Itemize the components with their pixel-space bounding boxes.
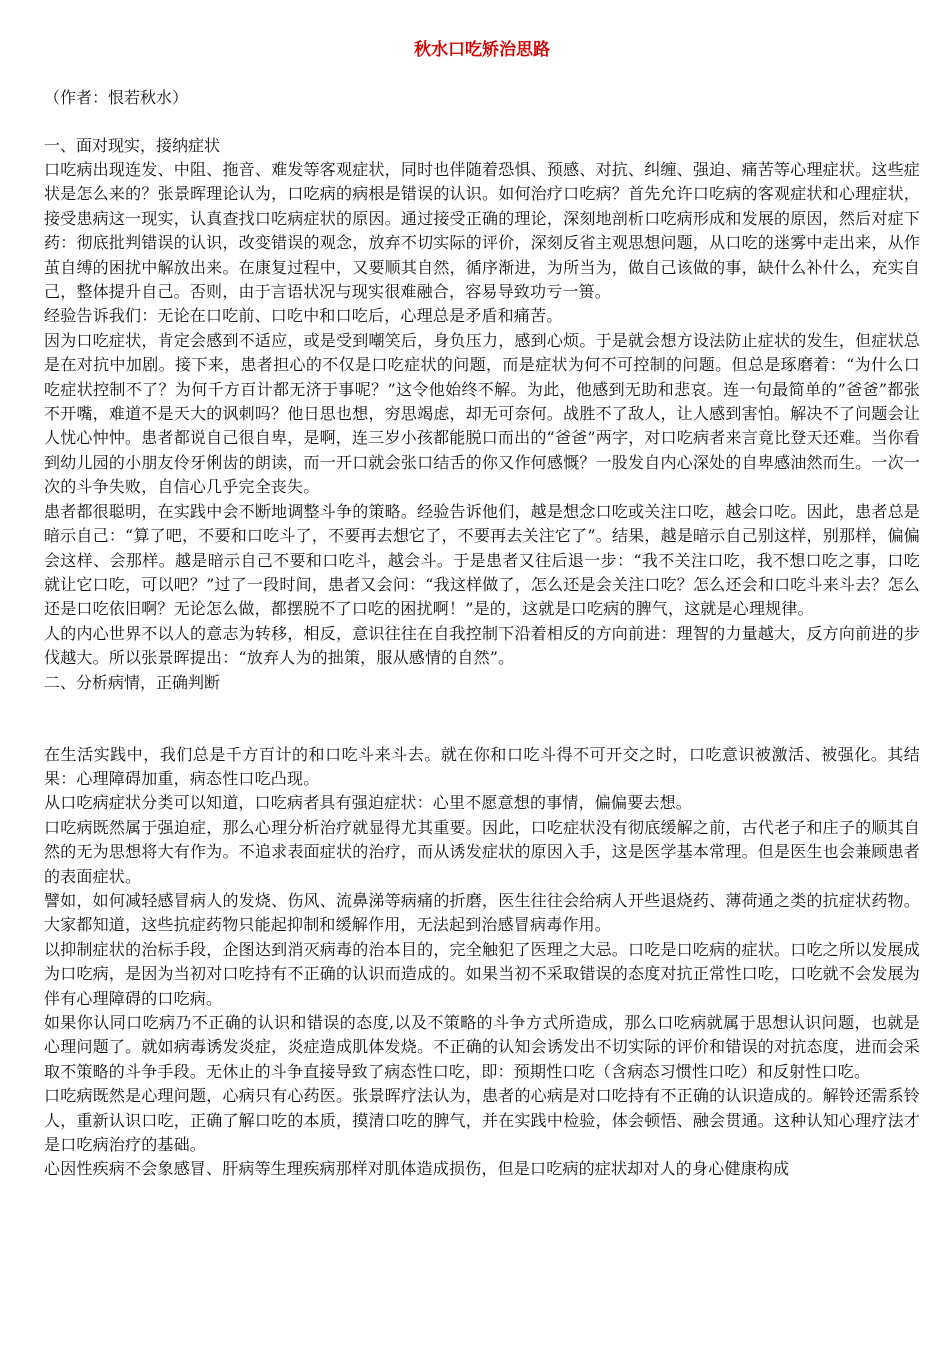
document-page: [44, 36, 920, 1182]
paragraph: 口吃病既然属于强迫症，那么心理分析治疗就显得尤其重要。因此，口吃症状没有彻底缓解之前，古代老子和庄子的顺其自然的无为思想将大有作为。不追求表面症状的治疗，而从诱发症状的原因入手，这是医学基本常理。但是医生也会兼顾患者的表面症状。: [44, 817, 920, 886]
paragraph: 人的内心世界不以人的意志为转移，相反，意识往往在自我控制下沿着相反的方向前进：理智的力量越大，反方向前进的步伐越大。所以张景晖提出：“放弃人为的拙策，服从感情的自然”。: [44, 623, 920, 668]
paragraph: 在生活实践中，我们总是千方百计的和口吃斗来斗去。就在你和口吃斗得不可开交之时，口吃意识被激活、被强化。其结果：心理障碍加重，病态性口吃凸现。: [44, 744, 920, 788]
paragraph: 因为口吃症状，肯定会感到不适应，或是受到嘲笑后，身负压力，感到心烦。于是就会想方设法防止症状的发生，但症状总是在对抗中加剧。接下来，患者担心的不仅是口吃症状的问题，而是症状为何不可控制的问题。但总是琢磨着：“为什么口吃症状控制不了？为何千方百计都无济于事呢？”这令他始终不解。为此，他感到无助和悲哀。连一句最简单的”爸爸”都张不开嘴，难道不是天大的讽刺吗？他日思也想，穷思竭虑，却无可奈何。战胜不了敌人，让人感到害怕。解决不了问题会让人忧心忡忡。患者都说自己很自卑，是啊，连三岁小孩都能脱口而出的“爸爸”两字，对口吃病者来言竟比登天还难。当你看到幼儿园的小朋友伶牙俐齿的朗读，而一开口就会张口结舌的你又作何感慨？一股发自内心深处的自卑感油然而生。一次一次的斗争失败，自信心几乎完全丧失。: [44, 330, 920, 497]
paragraph: 譬如，如何减轻感冒病人的发烧、伤风、流鼻涕等病痛的折磨，医生往往会给病人开些退烧药、薄荷通之类的抗症状药物。大家都知道，这些抗症药物只能起抑制和缓解作用，无法起到治感冒病毒作用。: [44, 890, 920, 935]
blank-line: [44, 695, 920, 743]
paragraph: 以抑制症状的治标手段，企图达到消灭病毒的治本目的，完全触犯了医理之大忌。口吃是口吃病的症状。口吃之所以发展成为口吃病，是因为当初对口吃持有不正确的认识而造成的。如果当初不采取错误的态度对抗正常性口吃，口吃就不会发展为伴有心理障碍的口吃病。: [44, 939, 920, 1008]
paragraph: 口吃病既然是心理问题，心病只有心药医。张景晖疗法认为，患者的心病是对口吃持有不正确的认识造成的。解铃还需系铃人，重新认识口吃，正确了解口吃的本质，摸清口吃的脾气，并在实践中检验，体会顿悟、融会贯通。这种认知心理疗法才是口吃病治疗的基础。: [44, 1086, 920, 1155]
paragraph: 患者都很聪明，在实践中会不断地调整斗争的策略。经验告诉他们，越是想念口吃或关注口吃，越会口吃。因此，患者总是暗示自己：“算了吧，不要和口吃斗了，不要再去想它了，不要再去关注它了”。结果，越是暗示自己别这样，别那样，偏偏会这样、会那样。越是暗示自己不要和口吃斗，越会斗。于是患者又往后退一步：“我不关注口吃，我不想口吃之事，口吃就让它口吃，可以吧？”过了一段时间，患者又会问：“我这样做了，怎么还是会关注口吃？怎么还会和口吃斗来斗去？怎么还是口吃依旧啊？无论怎么做，都摆脱不了口吃的困扰啊！”是的，这就是口吃病的脾气，这就是心理规律。: [44, 501, 920, 619]
paragraph: 心因性疾病不会象感冒、肝病等生理疾病那样对肌体造成损伤，但是口吃病的症状却对人的身心健康构成: [44, 1159, 790, 1179]
author-line: （作者：恨若秋水）: [44, 88, 189, 107]
paragraph: 从口吃病症状分类可以知道，口吃病者具有强迫症状：心里不愿意想的事情，偏偏要去想。: [44, 793, 693, 813]
section-heading-2: 二、分析病情，正确判断: [44, 672, 221, 692]
document-title: 秋水口吃矫治思路: [414, 40, 550, 60]
paragraph: 口吃病出现连发、中阻、拖音、难发等客观症状，同时也伴随着恐惧、预感、对抗、纠缠、强迫、痛苦等心理症状。这些症状是怎么来的？张景晖理论认为，口吃病的病根是错误的认识。如何治疗口吃病？首先允许口吃病的客观症状和心理症状，接受患病这一现实，认真查找口吃病症状的原因。通过接受正确的理论，深刻地剖析口吃病形成和发展的原因，然后对症下药：彻底批判错误的认识，改变错误的观念，放弃不切实际的评价，深刻反省主观思想问题，从口吃的迷雾中走出来，从作茧自缚的困扰中解放出来。在康复过程中，又要顺其自然，循序渐进，为所当为，做自己该做的事，缺什么补什么，充实自己，整体提升自己。否则，由于言语状况与现实很难融合，容易导致功亏一篑。: [44, 160, 920, 302]
paragraph: 如果你认同口吃病乃不正确的认识和错误的态度,以及不策略的斗争方式所造成，那么口吃病就属于思想认识问题，也就是心理问题了。就如病毒诱发炎症，炎症造成肌体发烧。不正确的认知会诱发出不切实际的评价和错误的对抗态度，进而会采取不策略的斗争手段。无休止的斗争直接导致了病态性口吃，即：预期性口吃（含病态习惯性口吃）和反射性口吃。: [44, 1013, 920, 1081]
section-heading-1: 一、面对现实，接纳症状: [44, 136, 221, 155]
paragraph: 经验告诉我们：无论在口吃前、口吃中和口吃后，心理总是矛盾和痛苦。: [44, 306, 563, 326]
